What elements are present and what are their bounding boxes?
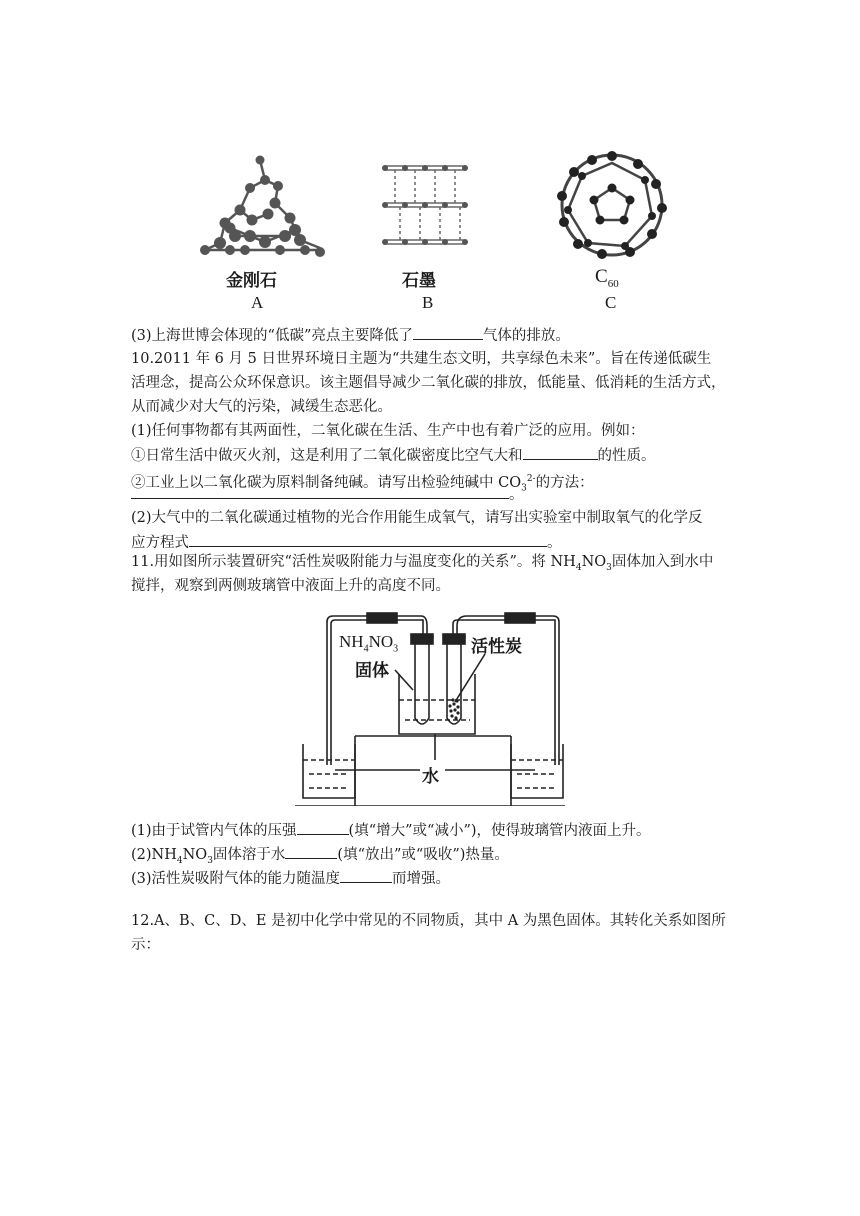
solid-label: 固体: [355, 661, 389, 681]
apparatus-figure: [295, 610, 565, 806]
label-c: C: [605, 293, 617, 312]
middle-beaker: [399, 674, 475, 734]
right-rubber-connector: [505, 613, 535, 623]
left-beaker: [303, 744, 355, 798]
label-c60: $C_{60}$: [595, 266, 619, 290]
q10-line1: 10.2011 年 6 月 5 日世界环境日主题为“共建生态文明，共享绿色未来”。旨在传递低碳生: [131, 351, 712, 367]
left-rubber-connector: [367, 613, 397, 623]
label-diamond: 金刚石: [226, 271, 277, 291]
label-a: A: [251, 293, 264, 312]
q10-p1b: ②工业上以二氧化碳为原料制备纯碱。请写出检验纯碱中 $CO_3^{2-}$的方法：: [131, 474, 594, 494]
q11-p1: (1)由于试管内气体的压强 (填“增大”或“减小”)，使得玻璃管内液面上升。: [131, 820, 651, 841]
q11-p2-blank[interactable]: [285, 844, 337, 859]
c60-structure: [557, 151, 667, 259]
label-b: B: [422, 293, 434, 312]
q10-line2: 活理念，提高公众环保意识。该主题倡导减少二氧化碳的排放，低能量、低消耗的生活方式，: [131, 375, 726, 391]
q10-p2-blank[interactable]: [189, 532, 547, 547]
carbon-pointer-line: [455, 654, 485, 702]
q9-3-blank[interactable]: [413, 325, 483, 340]
activated-carbon-label: 活性炭: [471, 637, 522, 657]
q10-p1a-blank[interactable]: [523, 445, 598, 460]
q12-line2: 示：: [131, 937, 160, 953]
label-graphite: 石墨: [402, 271, 436, 291]
q10-line3: 从而减少对大气的污染，减缓生态恶化。: [131, 399, 392, 415]
q9-3-line: (3)上海世博会体现的“低碳”亮点主要降低了 气体的排放。: [131, 325, 570, 346]
q11-p3-blank[interactable]: [340, 868, 392, 883]
q11-p3: (3)活性炭吸附气体的能力随温度 而增强。: [131, 868, 450, 889]
left-stopper: [411, 634, 433, 644]
solid-pointer-line: [395, 670, 413, 690]
allotrope-figure: [190, 148, 670, 318]
q10-p1b-answer: 。: [131, 484, 524, 505]
left-test-tube: [415, 644, 429, 724]
q12-line1: 12.A、B、C、D、E 是初中化学中常见的不同物质，其中 A 为黑色固体。其转化关系如图所: [131, 913, 726, 929]
q10-p1b-blank[interactable]: [131, 484, 509, 499]
q10-p1: (1)任何事物都有其两面性，二氧化碳在生活、生产中也有着广泛的应用。例如：: [131, 423, 645, 439]
q10-p2-line1: (2)大气中的二氧化碳通过植物的光合作用能生成氧气，请写出实验室中制取氧气的化学反: [131, 510, 703, 526]
q11-p2: $(2)NH_4NO_3$固体溶于水 (填“放出”或“吸收”)热量。: [131, 844, 509, 871]
q11-line2: 搅拌，观察到两侧玻璃管中液面上升的高度不同。: [131, 578, 450, 594]
nh4no3-label: $NH_4NO_3$: [339, 632, 399, 655]
q10-p2-line2: 应方程式 。: [131, 532, 562, 553]
q10-p1a: ①日常生活中做灭火剂，这是利用了二氧化碳密度比空气大和 的性质。: [131, 445, 656, 466]
activated-carbon-particles: [448, 698, 459, 719]
right-stopper: [443, 634, 465, 644]
q11-line1: 11.用如图所示装置研究“活性炭吸附能力与温度变化的关系”。将 $NH_4NO_3$固体加入到水中: [131, 554, 714, 573]
water-label: 水: [422, 767, 439, 787]
q11-p1-blank[interactable]: [297, 820, 349, 835]
